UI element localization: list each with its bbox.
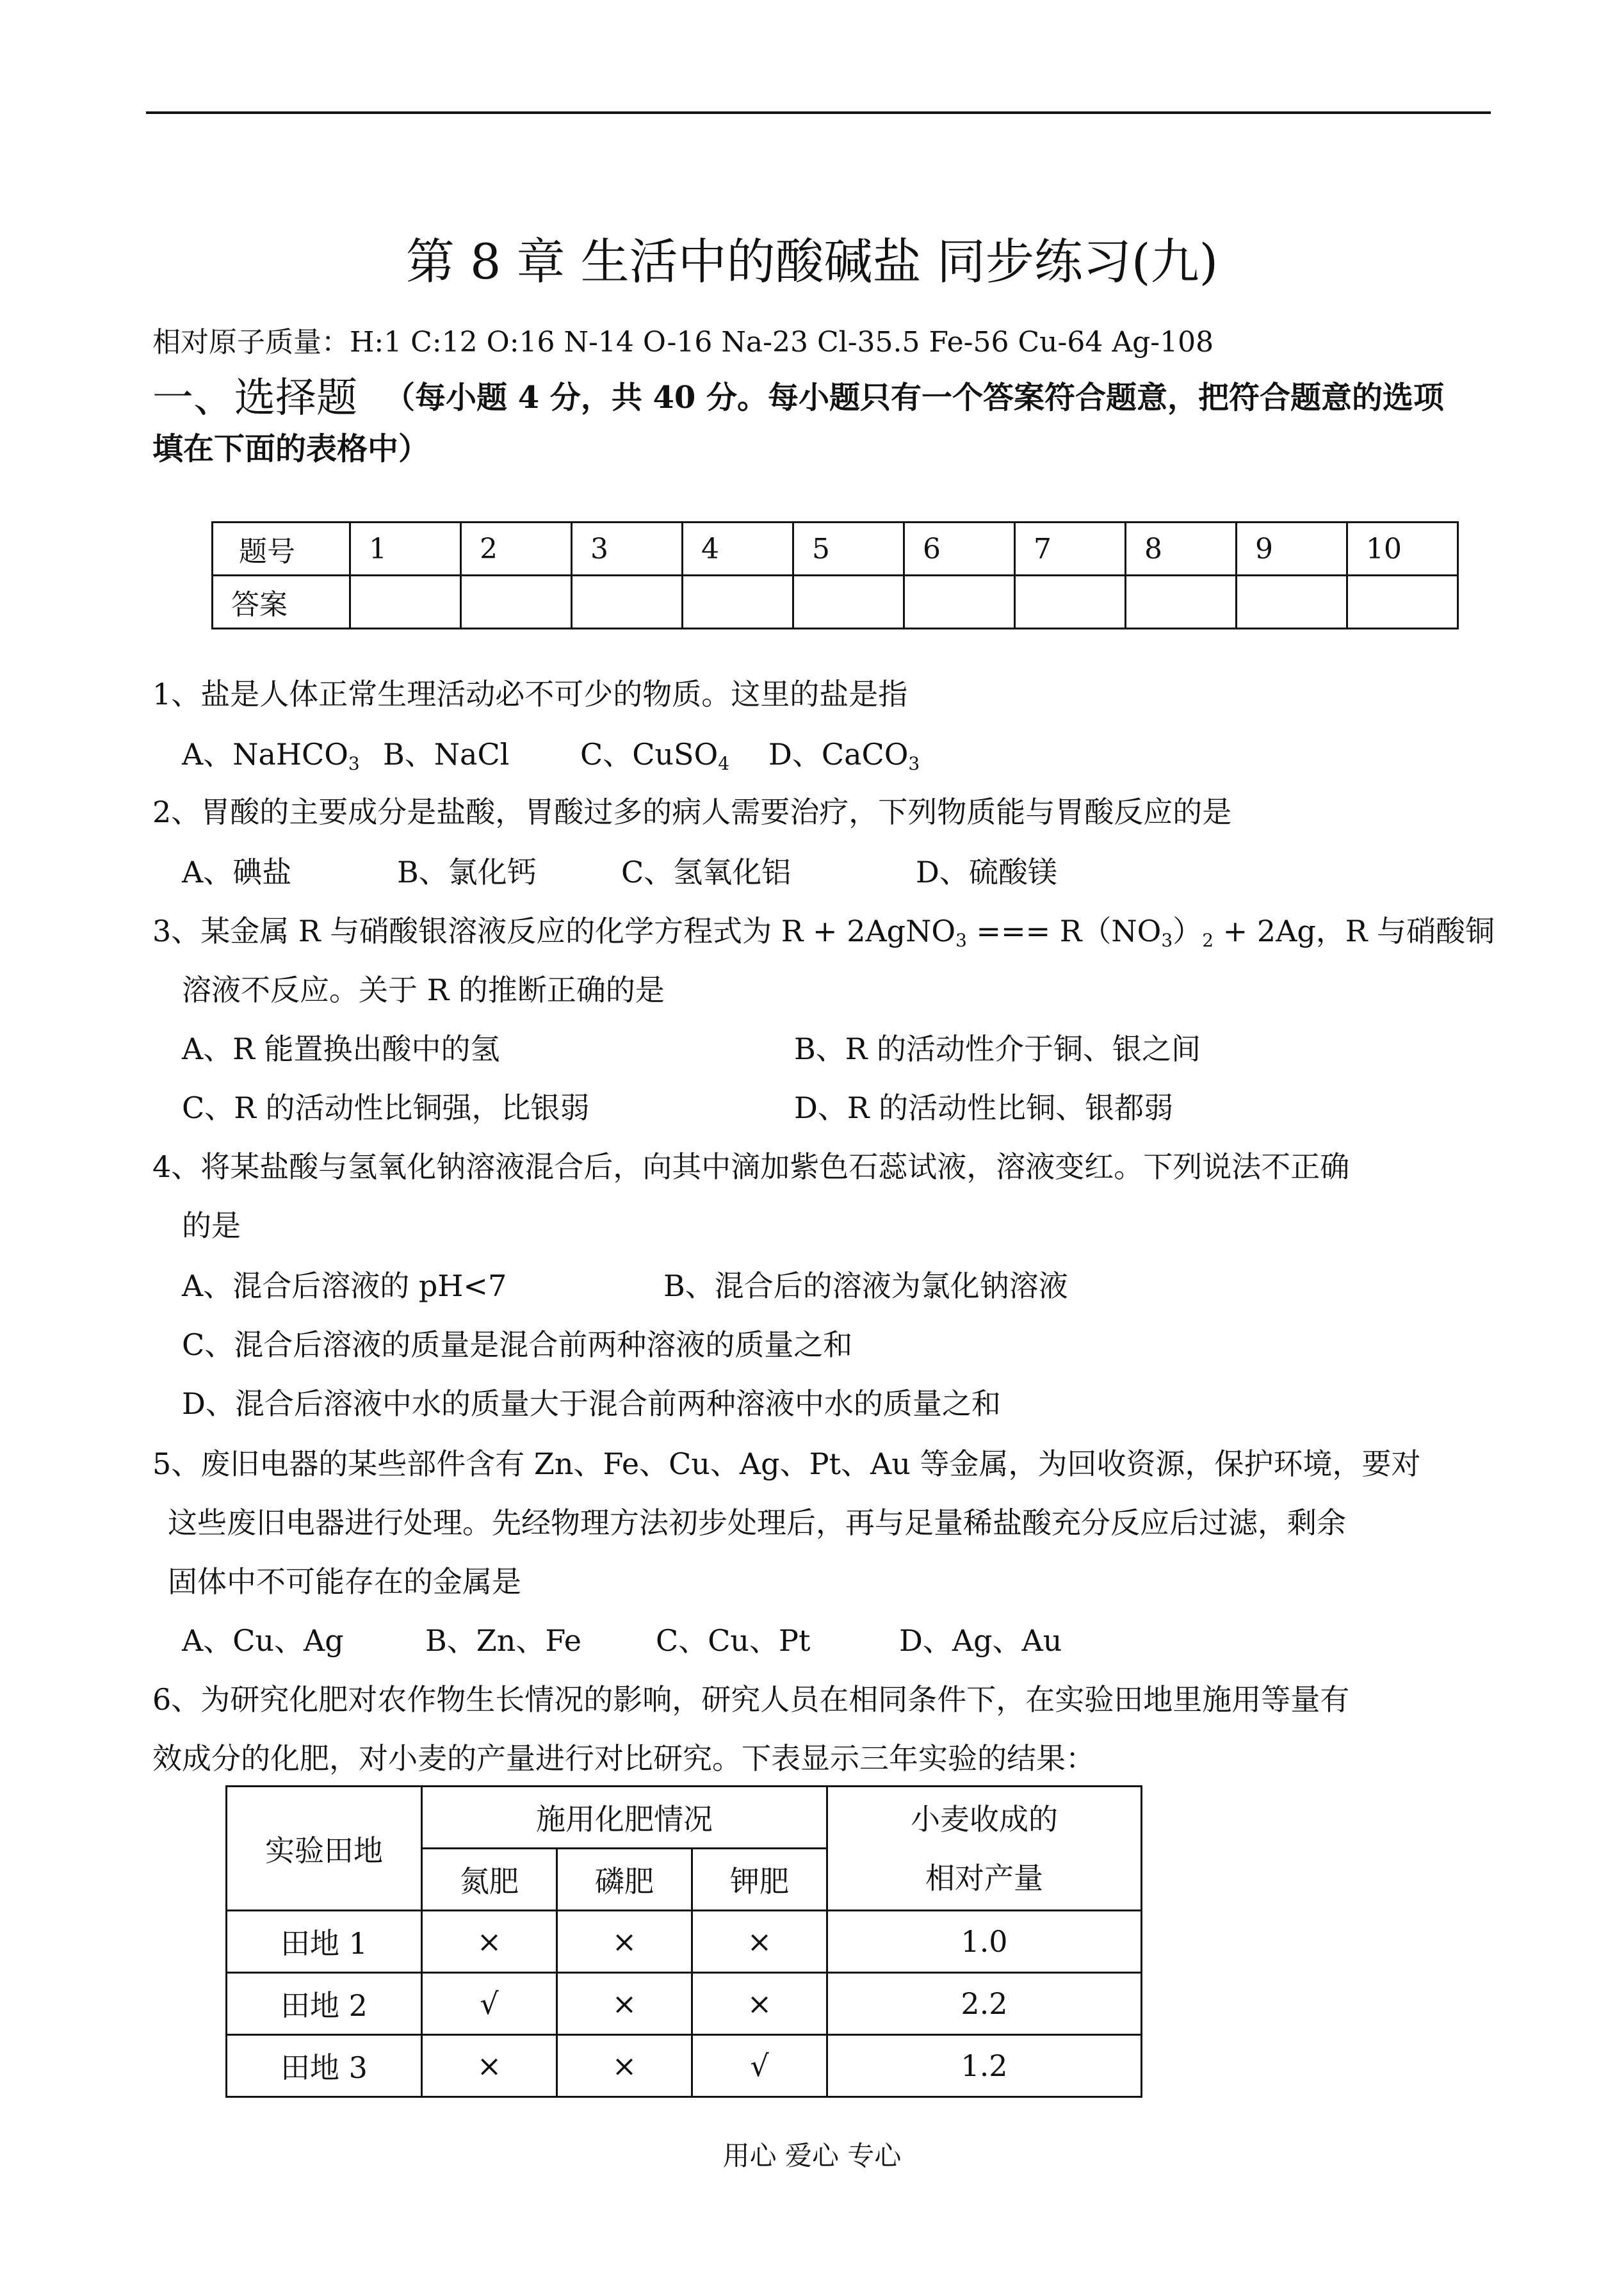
question-3-stem: 3、某金属 R 与硝酸银溶液反应的化学方程式为 R + 2AgNO$_3$ === $R(NO_3)_2 + 2Ag$，R 与硝酸铜 <box>152 914 1495 951</box>
q4-option-d: D、混合后溶液中水的质量大于混合前两种溶液中水的质量之和 <box>182 1386 1001 1421</box>
answer-table-number-row <box>213 523 1458 576</box>
q3-option-a: A、R 能置换出酸中的氢 <box>182 1032 500 1066</box>
potassium-mark: × <box>692 1911 827 1973</box>
question-number: 4 <box>683 523 793 576</box>
q5-option-d: D、Ag、Au <box>899 1623 1062 1658</box>
answer-cell[interactable] <box>793 576 904 629</box>
answer-cell[interactable] <box>461 576 572 629</box>
q2-option-d: D、硫酸镁 <box>916 855 1057 889</box>
answer-cell[interactable] <box>1347 576 1458 629</box>
question-1-stem: 1、盐是人体正常生理活动必不可少的物质。这里的盐是指 <box>152 677 908 711</box>
question-number: 6 <box>904 523 1015 576</box>
page-footer: 用心 爱心 专心 <box>722 2140 902 2171</box>
header-field: 实验田地 <box>227 1787 422 1911</box>
question-4-stem: 4、将某盐酸与氢氧化钠溶液混合后，向其中滴加紫色石蕊试液，溶液变红。下列说法不正确 <box>152 1149 1350 1184</box>
q4-option-b: B、混合后的溶液为氯化钠溶液 <box>663 1269 1068 1303</box>
header-fertilizer: 施用化肥情况 <box>422 1787 827 1849</box>
question-6-stem-line2: 效成分的化肥，对小麦的产量进行对比研究。下表显示三年实验的结果： <box>152 1741 1095 1776</box>
section-note: （每小题 4 分，共 40 分。每小题只有一个答案符合题意，把符合题意的选项 <box>384 380 1445 416</box>
header-yield: 小麦收成的 相对产量 <box>827 1787 1142 1911</box>
question-number: 1 <box>350 523 461 576</box>
q1-option-a: A、NaHCO$_3$ <box>182 737 360 774</box>
section-heading: 一、选择题 <box>152 375 357 422</box>
header-nitrogen: 氮肥 <box>422 1849 557 1911</box>
relative-yield: 1.2 <box>827 2035 1142 2097</box>
q4-option-a: A、混合后溶液的 pH<7 <box>182 1269 507 1303</box>
answer-cell[interactable] <box>683 576 793 629</box>
relative-yield: 1.0 <box>827 1911 1142 1973</box>
header-rule <box>146 111 1491 114</box>
nitrogen-mark: × <box>422 2035 557 2097</box>
answer-cell[interactable] <box>1237 576 1347 629</box>
question-5-stem-line3: 固体中不可能存在的金属是 <box>168 1564 521 1599</box>
field-name: 田地 2 <box>227 1973 422 2035</box>
phosphorus-mark: × <box>557 2035 692 2097</box>
question-number: 2 <box>461 523 572 576</box>
header-phosphorus: 磷肥 <box>557 1849 692 1911</box>
question-number: 8 <box>1126 523 1237 576</box>
phosphorus-mark: × <box>557 1911 692 1973</box>
q3-option-d: D、R 的活动性比铜、银都弱 <box>794 1091 1174 1125</box>
answer-cell[interactable] <box>350 576 461 629</box>
q5-option-c: C、Cu、Pt <box>656 1623 811 1658</box>
potassium-mark: √ <box>692 2035 827 2097</box>
field-name: 田地 1 <box>227 1911 422 1973</box>
answer-table-answer-row <box>213 576 1458 629</box>
phosphorus-mark: × <box>557 1973 692 2035</box>
q4-option-c: C、混合后溶液的质量是混合前两种溶液的质量之和 <box>182 1327 853 1362</box>
fertilizer-table <box>225 1785 1142 2098</box>
answer-cell[interactable] <box>572 576 683 629</box>
question-number: 10 <box>1347 523 1458 576</box>
table-row <box>227 1973 1142 2035</box>
question-number: 5 <box>793 523 904 576</box>
question-2-stem: 2、胃酸的主要成分是盐酸，胃酸过多的病人需要治疗，下列物质能与胃酸反应的是 <box>152 795 1232 829</box>
question-4-stem-line2: 的是 <box>182 1208 241 1243</box>
answer-table-header: 题号 <box>213 523 350 576</box>
q2-option-c: C、氢氧化铝 <box>621 855 792 889</box>
nitrogen-mark: × <box>422 1911 557 1973</box>
q1-option-c: C、CuSO$_4$ <box>580 737 730 774</box>
answer-table-header: 答案 <box>213 576 350 629</box>
table-row <box>227 2035 1142 2097</box>
q2-option-b: B、氯化钙 <box>397 855 537 889</box>
nitrogen-mark: √ <box>422 1973 557 2035</box>
question-3-stem-line2: 溶液不反应。关于 R 的推断正确的是 <box>182 973 665 1007</box>
answer-cell[interactable] <box>1015 576 1126 629</box>
q3-option-b: B、R 的活动性介于铜、银之间 <box>794 1032 1201 1066</box>
question-5-stem: 5、废旧电器的某些部件含有 Zn、Fe、Cu、Ag、Pt、Au 等金属，为回收资源，保护环境，要对 <box>152 1447 1421 1481</box>
relative-yield: 2.2 <box>827 1973 1142 2035</box>
page-title: 第 8 章 生活中的酸碱盐 同步练习(九) <box>405 233 1219 290</box>
question-number: 9 <box>1237 523 1347 576</box>
potassium-mark: × <box>692 1973 827 2035</box>
q5-option-b: B、Zn、Fe <box>425 1623 582 1658</box>
header-potassium: 钾肥 <box>692 1849 827 1911</box>
answer-table <box>211 521 1459 629</box>
question-number: 7 <box>1015 523 1126 576</box>
answer-cell[interactable] <box>904 576 1015 629</box>
question-5-stem-line2: 这些废旧电器进行处理。先经物理方法初步处理后，再与足量稀盐酸充分反应后过滤，剩余 <box>168 1505 1346 1540</box>
q2-option-a: A、碘盐 <box>182 855 292 889</box>
atomic-masses: 相对原子质量：H:1 C:12 O:16 N-14 O-16 Na-23 Cl-35.5 Fe-56 Cu-64 Ag-108 <box>152 326 1214 359</box>
table-row <box>227 1911 1142 1973</box>
question-number: 3 <box>572 523 683 576</box>
question-6-stem: 6、为研究化肥对农作物生长情况的影响，研究人员在相同条件下，在实验田地里施用等量有 <box>152 1682 1350 1717</box>
q1-option-d: D、CaCO$_3$ <box>768 737 920 774</box>
q1-option-b: B、NaCl <box>383 737 510 772</box>
answer-cell[interactable] <box>1126 576 1237 629</box>
section-note-line2: 填在下面的表格中） <box>152 431 430 467</box>
q5-option-a: A、Cu、Ag <box>182 1623 344 1658</box>
q3-option-c: C、R 的活动性比铜强，比银弱 <box>182 1091 590 1125</box>
field-name: 田地 3 <box>227 2035 422 2097</box>
